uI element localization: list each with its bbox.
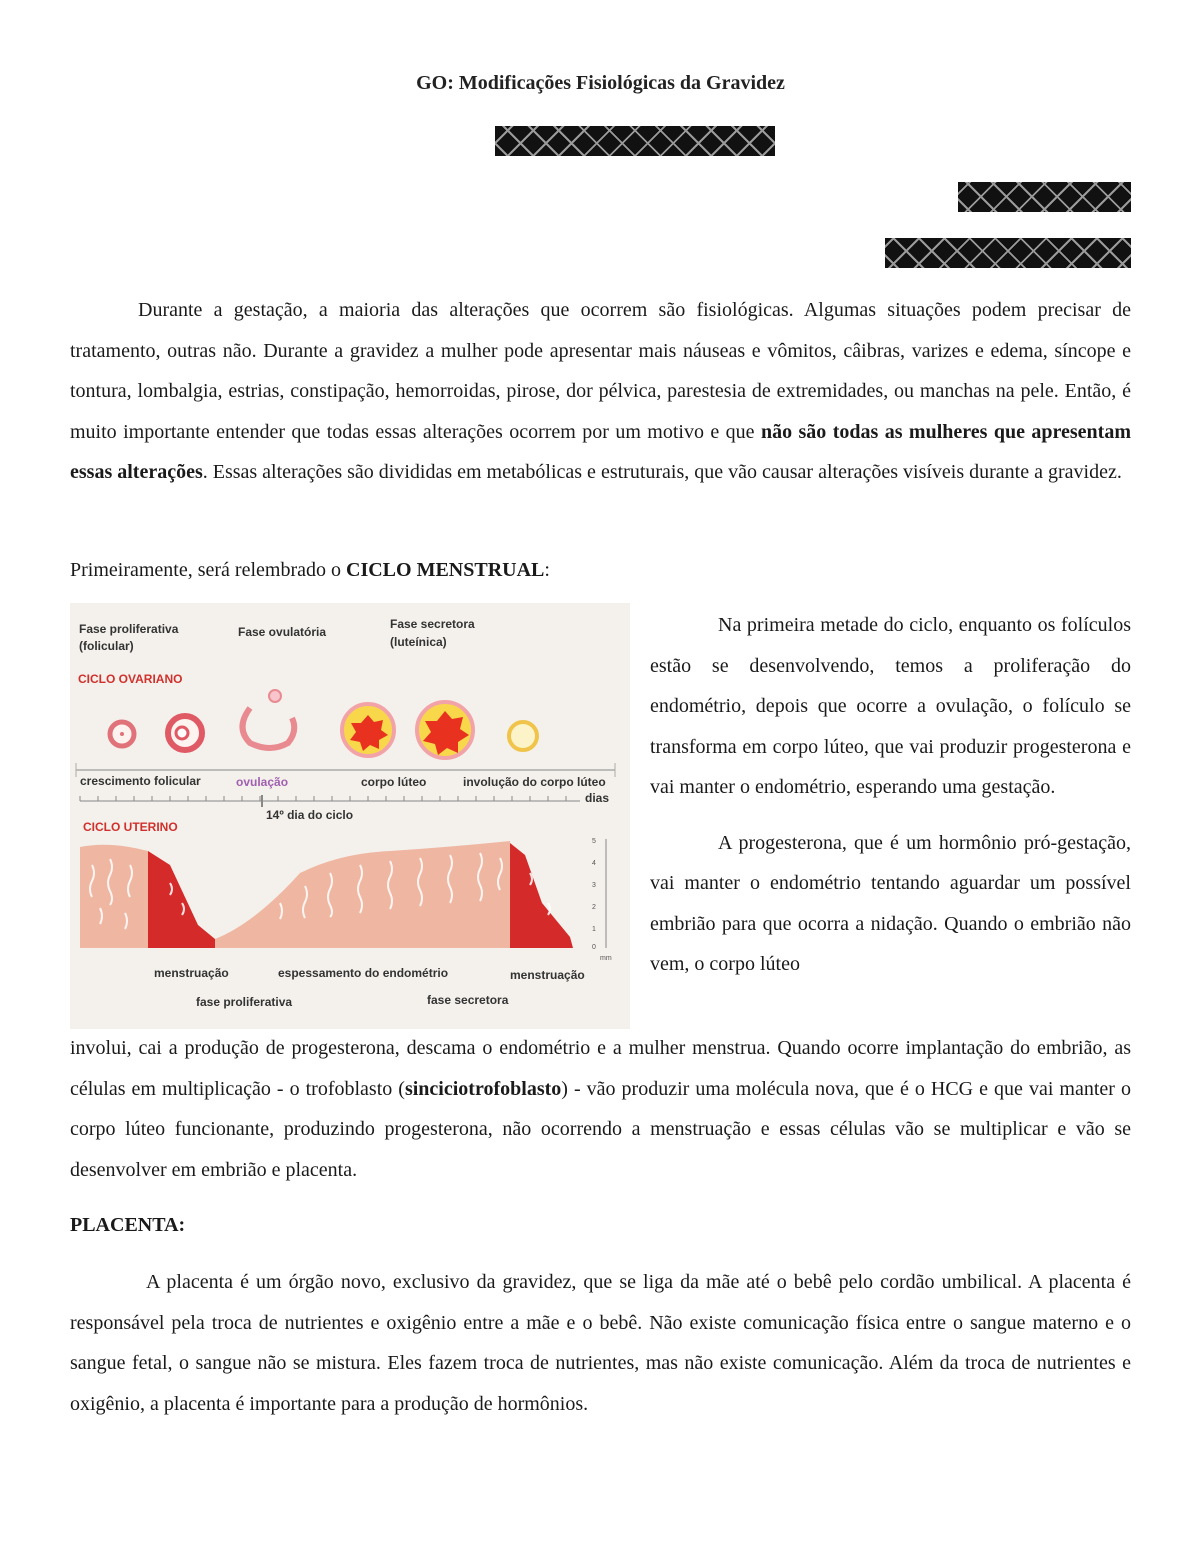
label-menstruacao-1: menstruação (154, 966, 229, 980)
continuation-paragraph (70, 1028, 1131, 1190)
placenta-heading: PLACENTA: (70, 1214, 186, 1236)
intro-text-bold: não são todas as mulheres que apresentam essas alterações (70, 420, 1131, 483)
cycle-intro-text: Primeiramente, será relembrado o (70, 559, 346, 581)
label-menstruacao-2: menstruação (510, 968, 585, 982)
label-luteinica: (luteínica) (390, 635, 447, 649)
side-paragraph-1: Na primeira metade do ciclo, enquanto os folículos estão se desenvolvendo, temos a proliferação do endométrio, depois que ocorre a ovulação, o folículo se transforma em corpo lúteo, que vai produzir progesterona e vai manter o endométrio, esperando uma gestação. (650, 614, 1131, 798)
svg-text:mm: mm (600, 955, 612, 962)
cycle-intro-colon: : (544, 559, 550, 581)
label-ciclo-uterino: CICLO UTERINO (83, 820, 178, 834)
label-fase-proliferativa: Fase proliferativa (79, 622, 179, 636)
redacted-field-2 (885, 238, 1131, 268)
label-dia14: 14º dia do ciclo (266, 808, 354, 822)
intro-text-b: . Essas alterações são divididas em metabólicas e estruturais, que vão causar alterações visíveis durante a gravidez. (202, 461, 1122, 483)
intro-paragraph (70, 290, 1131, 493)
svg-text:3: 3 (592, 882, 596, 889)
label-fase-secretora: Fase secretora (390, 617, 475, 631)
cycle-intro-paragraph (70, 550, 1131, 591)
label-fase-ovulatoria: Fase ovulatória (238, 625, 327, 639)
continuation-text-b: ) - vão produzir uma molécula nova, que é o HCG e que vai manter o corpo lúteo funcionante, produzindo progesterona, não ocorrendo a menstruação e essas células vão se multiplicar e vão se desenvolver em embrião e placenta. (70, 1077, 1131, 1181)
svg-text:2: 2 (592, 904, 596, 911)
side-column (650, 605, 1131, 985)
label-espessamento: espessamento do endométrio (278, 966, 449, 980)
redacted-author (495, 126, 775, 156)
redacted-field-1 (958, 182, 1131, 212)
svg-text:5: 5 (592, 838, 596, 845)
label-involucao: involução do corpo lúteo (463, 775, 606, 789)
svg-text:0: 0 (592, 944, 596, 951)
label-ovulacao: ovulação (236, 775, 289, 789)
cycle-intro-bold: CICLO MENSTRUAL (346, 559, 545, 581)
continuation-text-a: involui, cai a produção de progesterona, descama o endométrio e a mulher menstrua. Quando ocorre implantação do embrião, as células em multiplicação - o trofoblasto ( (70, 1037, 1131, 1100)
intro-text-a: Durante a gestação, a maioria das alterações que ocorrem são fisiológicas. Algumas situações podem precisar de tratamento, outras não. Durante a gravidez a mulher pode apresentar mais náuseas e vômitos, câibras, varizes e edema, síncope e tontura, lombalgia, estrias, constipação, hemorroidas, pirose, dor pélvica, parestesia de extremidades, ou manchas na pele. Então, é muito importante entender que todas essas alterações ocorrem por um motivo e que (70, 299, 1131, 443)
label-ciclo-ovariano: CICLO OVARIANO (78, 672, 183, 686)
label-dias: dias (585, 791, 610, 805)
page-title: GO: Modificações Fisiológicas da Gravidez (416, 72, 785, 94)
svg-text:1: 1 (592, 926, 596, 933)
label-folicular: (folicular) (79, 639, 134, 653)
side-paragraph-2: A progesterona, que é um hormônio pró-gestação, vai manter o endométrio tentando aguardar um possível embrião para que ocorra a nidação. Quando o embrião não vem, o corpo lúteo (650, 831, 1131, 975)
label-fase-proliferativa-bottom: fase proliferativa (196, 995, 293, 1009)
label-fase-secretora-bottom: fase secretora (427, 993, 509, 1007)
svg-text:4: 4 (592, 860, 596, 867)
menstrual-cycle-figure (70, 603, 630, 1029)
continuation-bold: sinciciotrofoblasto (404, 1077, 562, 1100)
placenta-paragraph: A placenta é um órgão novo, exclusivo da gravidez, que se liga da mãe até o bebê pelo cordão umbilical. A placenta é responsável pela troca de nutrientes e oxigênio entre a mãe e o bebê. Não existe comunicação física entre o sangue materno e o sangue fetal, o sangue não se mistura. Eles fazem troca de nutrientes, mas não existe comunicação. Além da troca de nutrientes e oxigênio, a placenta é importante para a produção de hormônios. (70, 1271, 1131, 1415)
label-corpo-luteo: corpo lúteo (361, 775, 427, 789)
label-crescimento: crescimento folicular (80, 774, 201, 788)
